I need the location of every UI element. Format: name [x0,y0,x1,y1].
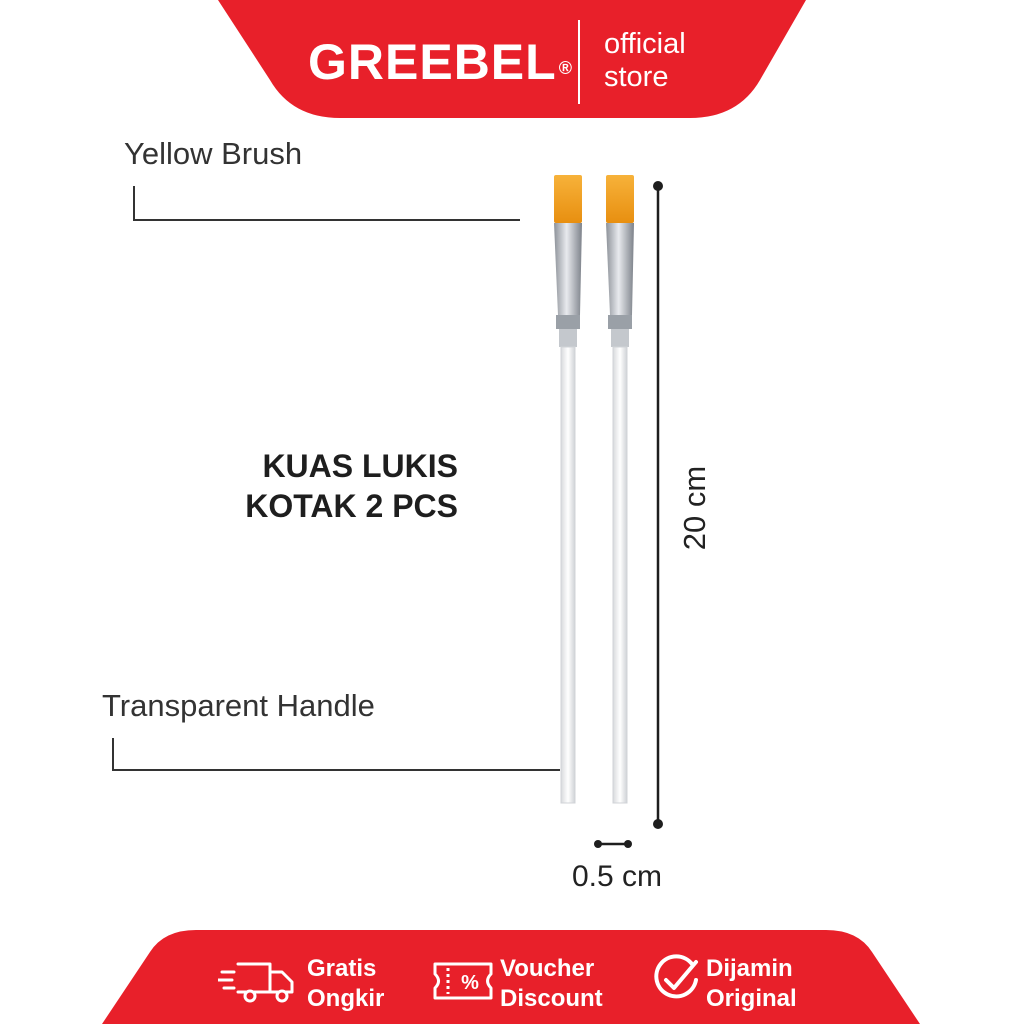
store-label [604,28,744,94]
badge-free-shipping [307,954,384,1014]
callout-transparent-handle: Transparent Handle [102,688,375,723]
brand-logo: GREEBEL ® [308,34,573,90]
badge-free-shipping-line1: Gratis [307,955,377,982]
product-title [245,446,458,526]
badge-voucher-line2: Discount [500,985,603,1012]
delivery-truck-icon [218,958,296,1006]
length-label: 20 cm [677,465,712,551]
brush-illustration [540,170,650,840]
badge-voucher-line1: Voucher [500,955,595,982]
brush-2 [606,175,634,803]
brush-1 [554,175,582,803]
badge-voucher-discount [500,954,603,1014]
header-divider [578,20,580,104]
store-label-line2: store [604,61,669,93]
width-label: 0.5 cm [572,860,663,893]
product-title-line1: KUAS LUKIS [262,448,458,484]
check-shield-icon [652,954,702,1008]
badge-guaranteed-original [706,954,797,1014]
badge-original-line2: Original [706,985,797,1012]
badge-original-line1: Dijamin [706,955,793,982]
store-label-line1: official [604,28,686,60]
product-title-line2: KOTAK 2 PCS [245,488,458,524]
callout-yellow-brush: Yellow Brush [124,136,303,171]
voucher-ticket-icon [432,960,494,1002]
svg-text:%: % [461,972,479,994]
badge-free-shipping-line2: Ongkir [307,985,385,1012]
